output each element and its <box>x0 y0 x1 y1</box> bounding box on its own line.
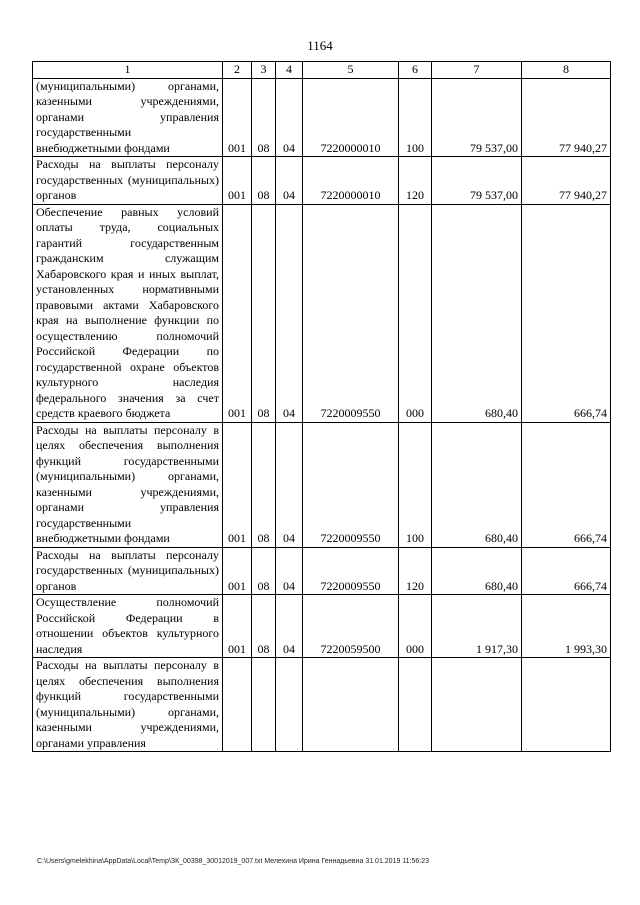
cell-code-5: 7220009550 <box>303 204 399 422</box>
header-row <box>33 62 611 79</box>
cell-code-2: 001 <box>223 547 252 595</box>
col-header-6: 6 <box>399 62 432 79</box>
cell-code-3: 08 <box>252 78 276 157</box>
row-description: Расходы на выплаты персоналу в целях обеспечения выполнения функций государственными (муниципальными) органами, казенными учреждениями, органами управления государственными внебюджетными фондами <box>33 422 223 547</box>
cell-code-6: 120 <box>399 547 432 595</box>
cell-amount-7: 680,40 <box>432 422 522 547</box>
col-header-4: 4 <box>276 62 303 79</box>
cell-code-3: 08 <box>252 157 276 205</box>
row-description: Обеспечение равных условий оплаты труда, социальных гарантий государственным гражданским служащим Хабаровского края и иных выплат, установленных нормативными правовыми актами Хабаровского края на выполнение функции по осуществлению полномочий Российской Федерации по государственной охране объектов культурного наследия федерального значения за счет средств краевого бюджета <box>33 204 223 422</box>
cell-code-3: 08 <box>252 595 276 658</box>
col-header-7: 7 <box>432 62 522 79</box>
cell-amount-8: 1 993,30 <box>522 595 611 658</box>
table-row <box>33 204 611 422</box>
cell-code-3: 08 <box>252 547 276 595</box>
cell-code-3: 08 <box>252 422 276 547</box>
cell-code-5: 7220009550 <box>303 422 399 547</box>
footer-file-path: C:\Users\gmelekhina\AppData\Local\Temp\ЗК_00398_30012019_007.txt Мелехина Ирина Геннадьевна 31.01.2019 11:56:23 <box>37 858 430 865</box>
col-header-2: 2 <box>223 62 252 79</box>
cell-code-6: 100 <box>399 78 432 157</box>
cell-code-2: 001 <box>223 595 252 658</box>
cell-code-2: 001 <box>223 78 252 157</box>
row-description: Осуществление полномочий Российской Федерации в отношении объектов культурного наследия <box>33 595 223 658</box>
table-row <box>33 547 611 595</box>
cell-code-4 <box>276 658 303 752</box>
cell-code-5: 7220000010 <box>303 157 399 205</box>
row-description: Расходы на выплаты персоналу в целях обеспечения выполнения функций государственными (муниципальными) органами, казенными учреждениями, органами управления <box>33 658 223 752</box>
cell-code-5: 7220000010 <box>303 78 399 157</box>
cell-code-6: 120 <box>399 157 432 205</box>
col-header-5: 5 <box>303 62 399 79</box>
cell-code-6: 100 <box>399 422 432 547</box>
cell-code-4: 04 <box>276 204 303 422</box>
row-description: Расходы на выплаты персоналу государственных (муниципальных) органов <box>33 547 223 595</box>
cell-code-4: 04 <box>276 78 303 157</box>
cell-code-5 <box>303 658 399 752</box>
row-description: Расходы на выплаты персоналу государственных (муниципальных) органов <box>33 157 223 205</box>
cell-code-4: 04 <box>276 157 303 205</box>
cell-code-6 <box>399 658 432 752</box>
row-description: (муниципальными) органами, казенными учреждениями, органами управления государственными внебюджетными фондами <box>33 78 223 157</box>
cell-code-6: 000 <box>399 595 432 658</box>
table-row <box>33 422 611 547</box>
cell-code-4: 04 <box>276 547 303 595</box>
cell-amount-7: 1 917,30 <box>432 595 522 658</box>
cell-amount-8: 77 940,27 <box>522 157 611 205</box>
cell-amount-7: 680,40 <box>432 204 522 422</box>
cell-code-4: 04 <box>276 422 303 547</box>
cell-code-3 <box>252 658 276 752</box>
table-row <box>33 157 611 205</box>
cell-amount-8 <box>522 658 611 752</box>
cell-code-3: 08 <box>252 204 276 422</box>
table-row <box>33 658 611 752</box>
cell-code-4: 04 <box>276 595 303 658</box>
cell-amount-7: 79 537,00 <box>432 78 522 157</box>
cell-code-2 <box>223 658 252 752</box>
cell-code-6: 000 <box>399 204 432 422</box>
cell-amount-8: 666,74 <box>522 547 611 595</box>
cell-code-2: 001 <box>223 422 252 547</box>
col-header-1: 1 <box>33 62 223 79</box>
cell-code-2: 001 <box>223 157 252 205</box>
cell-amount-8: 77 940,27 <box>522 78 611 157</box>
page-number: 1164 <box>307 38 333 53</box>
cell-amount-7: 680,40 <box>432 547 522 595</box>
cell-amount-7: 79 537,00 <box>432 157 522 205</box>
col-header-3: 3 <box>252 62 276 79</box>
cell-amount-8: 666,74 <box>522 204 611 422</box>
cell-amount-7 <box>432 658 522 752</box>
cell-code-2: 001 <box>223 204 252 422</box>
cell-amount-8: 666,74 <box>522 422 611 547</box>
table-row <box>33 78 611 157</box>
col-header-8: 8 <box>522 62 611 79</box>
table-row <box>33 595 611 658</box>
cell-code-5: 7220059500 <box>303 595 399 658</box>
budget-table <box>32 61 611 752</box>
cell-code-5: 7220009550 <box>303 547 399 595</box>
